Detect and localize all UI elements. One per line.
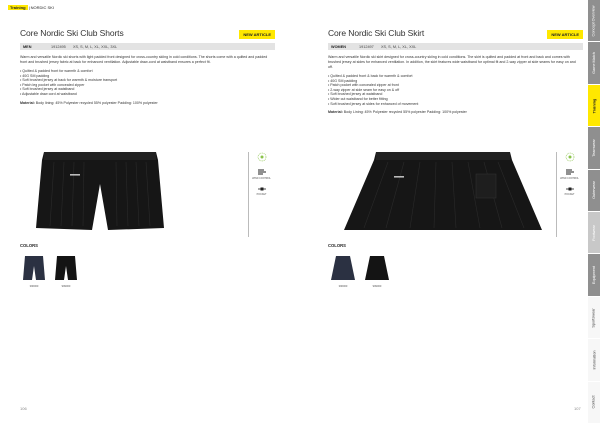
product-title: Core Nordic Ski Club Shorts <box>20 28 124 38</box>
sku-number: 1912497 <box>359 44 374 49</box>
side-tab-game-match[interactable] <box>588 42 600 84</box>
material-text: Body Lining: 45% Polyester recycled 55% polyester Padding: 100% polyester <box>343 110 467 115</box>
side-tab-footwear[interactable] <box>588 212 600 254</box>
feature-item: • Soft brushed jersey at waistband <box>20 87 75 92</box>
side-tab-label: Outerwear <box>592 181 597 200</box>
feature-item: • 40G SM padding <box>328 78 358 83</box>
gender-label: MEN <box>23 44 32 49</box>
side-tab-teamwear[interactable] <box>588 127 600 169</box>
feature-item: • Patch pocket with concealed zipper at front <box>328 83 399 88</box>
insulation-icon <box>249 152 274 162</box>
feature-item: • Quilted & padded front for warmth & comfort <box>20 69 93 73</box>
side-tab-outerwear[interactable] <box>588 170 600 212</box>
windproof-icon <box>249 168 274 180</box>
zipper-icon <box>557 186 582 196</box>
insulation-icon <box>557 152 582 162</box>
feature-item: • Soft brushed jersey at waistband <box>328 92 383 97</box>
spec-bar <box>20 43 275 50</box>
feature-item: • Adjustable draw cord at waistband <box>20 91 77 96</box>
zipper-label: POCKET <box>564 193 575 196</box>
colors-heading: COLORS <box>328 243 346 248</box>
material-label: Material: <box>20 100 35 105</box>
side-tab-label: Teamwear <box>592 139 597 157</box>
product-title: Core Nordic Ski Club Skirt <box>328 28 425 38</box>
windproof-label: WIND CONTROL <box>560 177 579 180</box>
colors-heading: COLORS <box>20 243 38 248</box>
new-article-badge: NEW ARTICLE <box>547 30 583 39</box>
side-tab-label: Game Match <box>592 52 597 74</box>
feature-icons <box>556 152 582 237</box>
size-range: XS, S, M, L, XL, XXL, 3XL <box>73 44 118 49</box>
feature-list <box>328 74 583 106</box>
feature-item: • 2-way zipper at side seam for easy on & off <box>328 87 400 92</box>
breadcrumb-section[interactable]: Training <box>10 5 26 10</box>
sku-number: 1912495 <box>51 44 66 49</box>
product-description: Warm and versatile Nordic ski skirt designed for cross-country skiing in cold conditions. The skirt is quilted and padded at front and back and comes with brushed jersey at sides for enhanced ventilation. In addition, the skirt features wide waistband for optimal fit and 2-way zipper at side seams for easy on and off. <box>328 55 576 69</box>
material-label: Material: <box>328 110 343 115</box>
color-swatch-navy[interactable] <box>22 255 46 288</box>
side-nav <box>588 0 600 424</box>
feature-item: • Quilted & padded front & back for warmth & comfort <box>328 74 413 78</box>
color-code: 999000 <box>61 285 71 288</box>
side-tab-label: Sportswear <box>592 307 596 328</box>
material-text: Body lining: 45% Polyester recycled 55% polyester Padding: 100% polyester <box>35 100 158 105</box>
product-card-skirt <box>328 28 583 114</box>
product-card-shorts <box>20 28 275 105</box>
page-number-right: 107 <box>574 406 581 411</box>
side-tab-label: Contact <box>592 395 596 409</box>
feature-item: • 40G SM padding <box>20 73 50 78</box>
new-article-badge: NEW ARTICLE <box>239 30 275 39</box>
feature-item: • Patch leg pocket with concealed zipper <box>20 82 85 87</box>
feature-icons <box>248 152 274 237</box>
color-code: 396000 <box>338 285 348 288</box>
breadcrumb <box>8 5 54 10</box>
feature-item: • Soft brushed jersey at back for warmth & moisture transport <box>20 78 118 83</box>
breadcrumb-sub[interactable]: NORDIC SKI <box>30 5 54 10</box>
color-code: 396000 <box>29 285 39 288</box>
feature-item: • Wider cut waistband for better fitting <box>328 96 388 101</box>
windproof-icon <box>557 168 582 180</box>
color-code: 999000 <box>372 285 382 288</box>
page-number-left: 106 <box>20 406 27 411</box>
color-swatch-black[interactable] <box>364 255 390 288</box>
zipper-label: POCKET <box>256 193 267 196</box>
side-tab-training[interactable] <box>588 85 600 127</box>
side-tab-label: Information <box>592 350 596 370</box>
color-swatch-navy[interactable] <box>330 255 356 288</box>
shorts-product-image[interactable] <box>30 150 170 232</box>
feature-list <box>20 69 275 97</box>
spec-bar <box>328 43 583 50</box>
size-range: XS, S, M, L, XL, XXL <box>381 44 417 49</box>
side-tab-label: Footwear <box>592 224 597 241</box>
skirt-product-image[interactable] <box>338 150 548 232</box>
feature-item: • Soft brushed jersey at sides for enhanced of movement <box>328 101 419 106</box>
breadcrumb-separator: | <box>28 5 30 10</box>
product-description: Warm and versatile Nordic ski shorts with light padded front designed for cross-country skiing in cold conditions. The shorts come with a quilted and padded front and brushed jersey fabric at back for enhanced ventilation. Adjustable draw-cord at waistband ensures a perfect fit. <box>20 55 268 64</box>
side-tab-equipment[interactable] <box>588 254 600 296</box>
material-info <box>20 101 275 105</box>
side-tab-label: Equipment <box>592 266 596 285</box>
gender-label: WOMEN <box>331 44 346 49</box>
side-tab-label: Training <box>592 98 596 113</box>
color-swatch-black[interactable] <box>54 255 78 288</box>
side-tab-sportswear[interactable] <box>588 297 600 339</box>
side-tab-information[interactable] <box>588 339 600 381</box>
side-tab-concept-overview[interactable] <box>588 0 600 42</box>
side-tab-label: Concept Overview <box>592 5 596 37</box>
material-info <box>328 110 583 114</box>
side-tab-contact[interactable] <box>588 382 600 424</box>
zipper-icon <box>249 186 274 196</box>
windproof-label: WIND CONTROL <box>252 177 271 180</box>
